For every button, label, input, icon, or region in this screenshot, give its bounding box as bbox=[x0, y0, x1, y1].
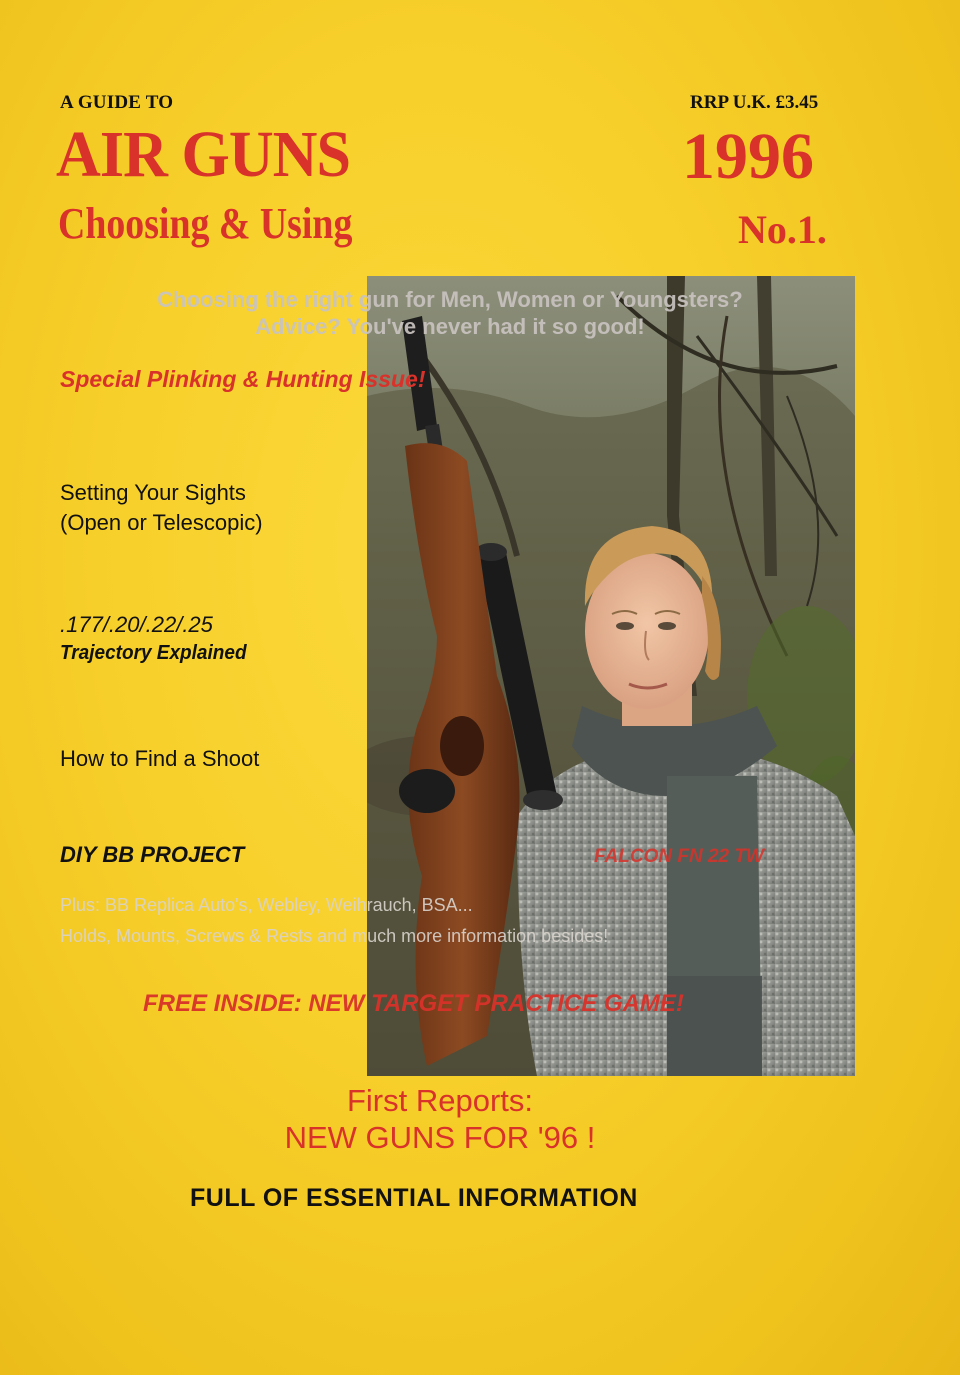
first-reports-line-1: First Reports: bbox=[346, 1083, 534, 1118]
price-label: RRP U.K. £3.45 bbox=[690, 92, 819, 113]
topic-diy-project: DIY BB PROJECT bbox=[60, 842, 245, 867]
free-inside-banner: FREE INSIDE: NEW TARGET PRACTICE GAME! bbox=[143, 990, 684, 1017]
first-reports-line-2: NEW GUNS FOR '96 ! bbox=[284, 1120, 596, 1155]
magazine-title: AIR GUNS bbox=[56, 118, 351, 191]
topic-sights-line-1: Setting Your Sights bbox=[60, 480, 246, 505]
plus-line-1: Plus: BB Replica Auto's, Webley, Weihrauch, BSA... bbox=[60, 895, 473, 915]
plus-contents bbox=[60, 890, 608, 952]
footer-slogan: FULL OF ESSENTIAL INFORMATION bbox=[190, 1184, 638, 1212]
first-reports-block bbox=[0, 1082, 880, 1156]
issue-number: No.1. bbox=[738, 207, 827, 252]
topic-sights-line-2: (Open or Telescopic) bbox=[60, 510, 263, 535]
tagline-line-2: Advice? You've never had it so good! bbox=[255, 314, 645, 339]
topic-trajectory: Trajectory Explained bbox=[60, 642, 247, 664]
guide-to-label: A GUIDE TO bbox=[60, 92, 174, 113]
cover-photo bbox=[367, 276, 855, 1076]
magazine-subtitle: Choosing & Using bbox=[58, 199, 353, 248]
woman-with-air-rifle-image bbox=[367, 276, 855, 1076]
cover-tagline bbox=[0, 286, 900, 340]
topic-sights bbox=[60, 478, 263, 538]
tagline-line-1: Choosing the right gun for Men, Women or Youngsters? bbox=[157, 287, 743, 312]
special-issue-banner: Special Plinking & Hunting Issue! bbox=[60, 366, 426, 392]
plus-line-2: Holds, Mounts, Screws & Rests and much more information besides! bbox=[60, 926, 609, 946]
topic-find-shoot: How to Find a Shoot bbox=[60, 746, 260, 771]
issue-year: 1996 bbox=[682, 120, 814, 193]
topic-calibres: .177/.20/.22/.25 bbox=[60, 612, 213, 637]
photo-caption: FALCON FN 22 TW bbox=[594, 846, 764, 867]
